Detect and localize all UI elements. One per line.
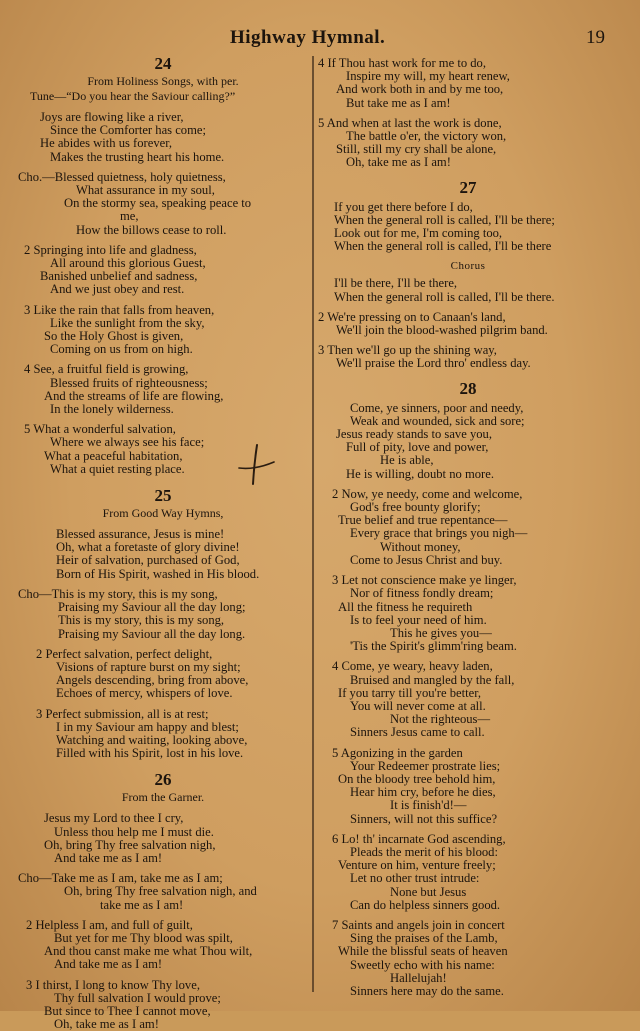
hymn-source: From Holiness Songs, with per. [87, 74, 239, 88]
hymn-line: And thou canst make me what Thou wilt, [44, 944, 253, 959]
hymn-line: 2 Now, ye needy, come and welcome, [332, 486, 523, 501]
hymn-line: Still, still my cry shall be alone, [336, 142, 497, 157]
hymn-line: Coming on us from on high. [50, 342, 193, 357]
hymn-line: Your Redeemer prostrate lies; [350, 758, 501, 773]
page-header [0, 27, 640, 51]
handwritten-cross-mark [237, 443, 277, 487]
hymn [318, 379, 618, 999]
hymn-line: 5 What a wonderful salvation, [24, 422, 176, 437]
hymn-line: You will never come at all. [350, 698, 486, 713]
hymn-line: None but Jesus [390, 884, 467, 899]
hymn-line: Oh, bring Thy free salvation nigh, [44, 837, 216, 852]
hymn-line: Visions of rapture burst on my sight; [56, 659, 241, 674]
left-column [18, 54, 308, 1031]
hymn-line: Joys are flowing like a river, [40, 110, 184, 124]
hymn-line: Look out for me, I'm coming too, [334, 226, 503, 241]
hymn-line: In the lonely wilderness. [50, 402, 174, 417]
hymn-line: Not the righteous— [390, 712, 491, 727]
hymn-line: We'll praise the Lord thro' endless day. [336, 356, 531, 371]
hymn-line: Echoes of mercy, whispers of love. [56, 686, 233, 701]
hymn-line: 3 Then we'll go up the shining way, [318, 343, 497, 358]
hymn-line: I in my Saviour am happy and blest; [56, 719, 239, 734]
hymn-line: Nor of fitness fondly dream; [350, 586, 494, 601]
hymn-line: Banished unbelief and sadness, [40, 269, 198, 284]
hymn-number: 28 [459, 378, 477, 398]
hymn-line: Blessed fruits of righteousness; [50, 375, 208, 390]
stanza [18, 979, 308, 1031]
hymn-line: Makes the trusting heart his home. [50, 149, 225, 164]
hymn-line: And work both in and by me too, [336, 82, 504, 97]
chorus-label: Chorus [450, 260, 486, 273]
stanza [318, 201, 618, 254]
hymn-number: 24 [154, 54, 172, 73]
stanza [18, 919, 308, 972]
hymn-line: Angels descending, bring from above, [56, 673, 249, 688]
stanza [18, 528, 308, 581]
hymn-line: What a peaceful habitation, [44, 448, 183, 463]
hymn-line: I'll be there, I'll be there, [334, 276, 458, 291]
hymn-line: 2 Perfect salvation, perfect delight, [36, 646, 213, 661]
page-number: 19 [586, 27, 605, 48]
hymn-line: All the fitness he requireth [338, 599, 473, 614]
hymn-line: Filled with his Spirit, lost in his love. [56, 746, 244, 761]
hymn-line: Like the sunlight from the sky, [50, 315, 205, 330]
hymn-line: Praising my Saviour all the day long. [58, 626, 246, 641]
hymn-line: 2 Helpless I am, and full of guilt, [26, 917, 193, 932]
hymn-line: 4 If Thou hast work for me to do, [318, 56, 487, 70]
hymn-line: Can do helpless sinners good. [350, 897, 501, 912]
hymn-line: And take me as I am! [54, 850, 163, 865]
hymn-line: Weak and wounded, sick and sore; [350, 413, 525, 428]
right-column [318, 54, 618, 998]
hymn-line: God's free bounty glorify; [350, 500, 481, 515]
hymn-line: 6 Lo! th' incarnate God ascending, [332, 831, 506, 846]
stanza [318, 260, 618, 303]
hymn-line: If you get there before I do, [334, 199, 473, 214]
hymn [18, 54, 308, 476]
hymn [318, 178, 618, 371]
hymn-line: Inspire my will, my heart renew, [346, 69, 510, 84]
hymn-line: When the general roll is called, I'll be there [334, 239, 552, 254]
hymn-line: And we just obey and rest. [50, 282, 185, 297]
stanza [18, 363, 308, 416]
hymn-line: What assurance in my soul, [76, 183, 215, 198]
hymn-line: And the streams of life are flowing, [44, 388, 224, 403]
hymn-line: On the bloody tree behold him, [338, 771, 496, 786]
hymn-source: From Good Way Hymns, [102, 506, 224, 521]
hymn-line: Hallelujah! [390, 970, 447, 985]
stanza [318, 344, 618, 370]
stanza [18, 708, 308, 761]
hymn-line: This he gives you— [390, 625, 492, 640]
hymn-line: It is finish'd!— [390, 798, 467, 813]
hymn-line: Sinners here may do the same. [350, 983, 504, 998]
hymn-number: 27 [459, 177, 477, 197]
hymn-line: 3 I thirst, I long to know Thy love, [26, 977, 200, 992]
hymn [318, 57, 618, 170]
hymn-line: Oh, take me as I am! [346, 155, 451, 170]
stanza [318, 919, 618, 998]
hymn-line: Bruised and mangled by the fall, [350, 672, 515, 687]
hymn-line: When the general roll is called, I'll be there. [334, 289, 555, 304]
hymn-line: On the stormy sea, speaking peace to [64, 196, 252, 211]
page-title: Highway Hymnal. [230, 27, 386, 48]
hymn-line: Sinners Jesus came to call. [350, 725, 485, 740]
hymn-line: Blessed assurance, Jesus is mine! [56, 527, 225, 542]
hymn-line: How the billows cease to roll. [76, 222, 227, 237]
stanza [318, 402, 618, 481]
hymn-line: We'll join the blood-washed pilgrim band. [336, 323, 548, 338]
hymn-line: Every grace that brings you nigh— [350, 526, 528, 541]
hymn-line: 'Tis the Spirit's glimm'ring beam. [350, 639, 517, 654]
hymn-line: Jesus ready stands to save you, [336, 427, 492, 442]
stanza [318, 660, 618, 739]
hymn-line: The battle o'er, the victory won, [346, 129, 507, 144]
stanza [18, 812, 308, 865]
hymn-line: Sinners, will not this suffice? [350, 811, 498, 826]
column-divider [312, 56, 314, 992]
hymn-line: 2 We're pressing on to Canaan's land, [318, 309, 506, 324]
stanza [318, 311, 618, 337]
hymn-line: But yet for me Thy blood was spilt, [54, 930, 233, 945]
hymn-line: Oh, take me as I am! [54, 1017, 159, 1031]
hymn-line: If you tarry till you're better, [338, 685, 482, 700]
stanza [18, 111, 308, 164]
hymn-line: Born of His Spirit, washed in His blood. [56, 566, 260, 581]
hymn-line: 4 See, a fruitful field is growing, [24, 362, 189, 377]
hymn-line: take me as I am! [100, 897, 184, 912]
hymn-line: Cho—This is my story, this is my song, [18, 586, 218, 601]
hymn-line: And take me as I am! [54, 957, 163, 972]
hymn-line: But take me as I am! [346, 95, 451, 110]
hymn-line: So the Holy Ghost is given, [44, 329, 184, 344]
hymn-line: 2 Springing into life and gladness, [24, 242, 197, 257]
hymn-line: Oh, bring Thy free salvation nigh, and [64, 884, 257, 899]
hymn-line: Full of pity, love and power, [346, 440, 489, 455]
hymn-line: Watching and waiting, looking above, [56, 732, 248, 747]
hymn-line: Jesus my Lord to thee I cry, [44, 811, 184, 826]
hymn-number: 25 [154, 486, 172, 506]
stanza [318, 574, 618, 653]
stanza [318, 117, 618, 170]
hymn-line: Sweetly echo with his name: [350, 957, 495, 972]
hymn-line: Cho—Take me as I am, take me as I am; [18, 871, 223, 886]
hymn-line: But since to Thee I cannot move, [44, 1003, 211, 1018]
stanza [18, 171, 308, 237]
hymn-line: 5 And when at last the work is done, [318, 115, 502, 130]
hymn-line: All around this glorious Guest, [50, 256, 206, 271]
hymn-line: Pleads the merit of his blood: [350, 844, 498, 859]
hymn-line: He is willing, doubt no more. [346, 466, 494, 481]
stanza [18, 872, 308, 912]
stanza [318, 747, 618, 826]
hymn-line: Thy full salvation I would prove; [54, 990, 221, 1005]
hymn-line: Come to Jesus Christ and buy. [350, 552, 503, 567]
hymn-tune: Tune—“Do you hear the Saviour calling?” [30, 89, 236, 103]
hymn-line: Is to feel your need of him. [350, 612, 487, 627]
hymn-line: Venture on him, venture freely; [338, 858, 496, 873]
hymn-line: Unless thou help me I must die. [54, 824, 214, 839]
hymn-line: 7 Saints and angels join in concert [332, 917, 505, 932]
stanza [18, 304, 308, 357]
hymn-line: This is my story, this is my song, [58, 613, 225, 628]
hymn-line: 5 Agonizing in the garden [332, 745, 463, 760]
hymn-line: What a quiet resting place. [50, 461, 185, 476]
hymn-line: Without money, [380, 539, 461, 554]
hymn-line: 4 Come, ye weary, heavy laden, [332, 659, 493, 674]
stanza [318, 833, 618, 912]
hymn-line: 3 Like the rain that falls from heaven, [24, 302, 215, 317]
hymn-line: Let no other trust intrude: [350, 871, 480, 886]
stanza [18, 588, 308, 641]
stanza [318, 488, 618, 567]
hymn-line: Since the Comforter has come; [50, 123, 206, 138]
hymn-line: me, [120, 209, 139, 224]
stanza [18, 648, 308, 701]
hymn [18, 486, 308, 760]
hymn [18, 770, 308, 1031]
hymn-line: 3 Perfect submission, all is at rest; [36, 706, 209, 721]
hymn-line: He abides with us forever, [40, 136, 173, 151]
stanza [18, 244, 308, 297]
hymn-line: Heir of salvation, purchased of God, [56, 553, 240, 568]
hymn-line: 3 Let not conscience make ye linger, [332, 573, 517, 588]
hymn-line: He is able, [380, 453, 434, 468]
hymn-number: 26 [154, 770, 172, 790]
hymn-line: Hear him cry, before he dies, [350, 785, 496, 800]
hymn-line: Cho.—Blessed quietness, holy quietness, [18, 169, 226, 184]
hymn-source: From the Garner. [121, 790, 205, 805]
hymn-line: While the blissful seats of heaven [338, 944, 508, 959]
hymn-line: Where we always see his face; [50, 435, 205, 450]
hymn-line: Oh, what a foretaste of glory divine! [56, 540, 240, 555]
stanza [318, 57, 618, 110]
hymn-line: Come, ye sinners, poor and needy, [350, 400, 524, 415]
hymn-line: True belief and true repentance— [338, 513, 508, 528]
hymn-line: Praising my Saviour all the day long; [58, 600, 246, 615]
hymn-line: Sing the praises of the Lamb, [350, 931, 498, 946]
hymn-line: When the general roll is called, I'll be there; [334, 212, 555, 227]
